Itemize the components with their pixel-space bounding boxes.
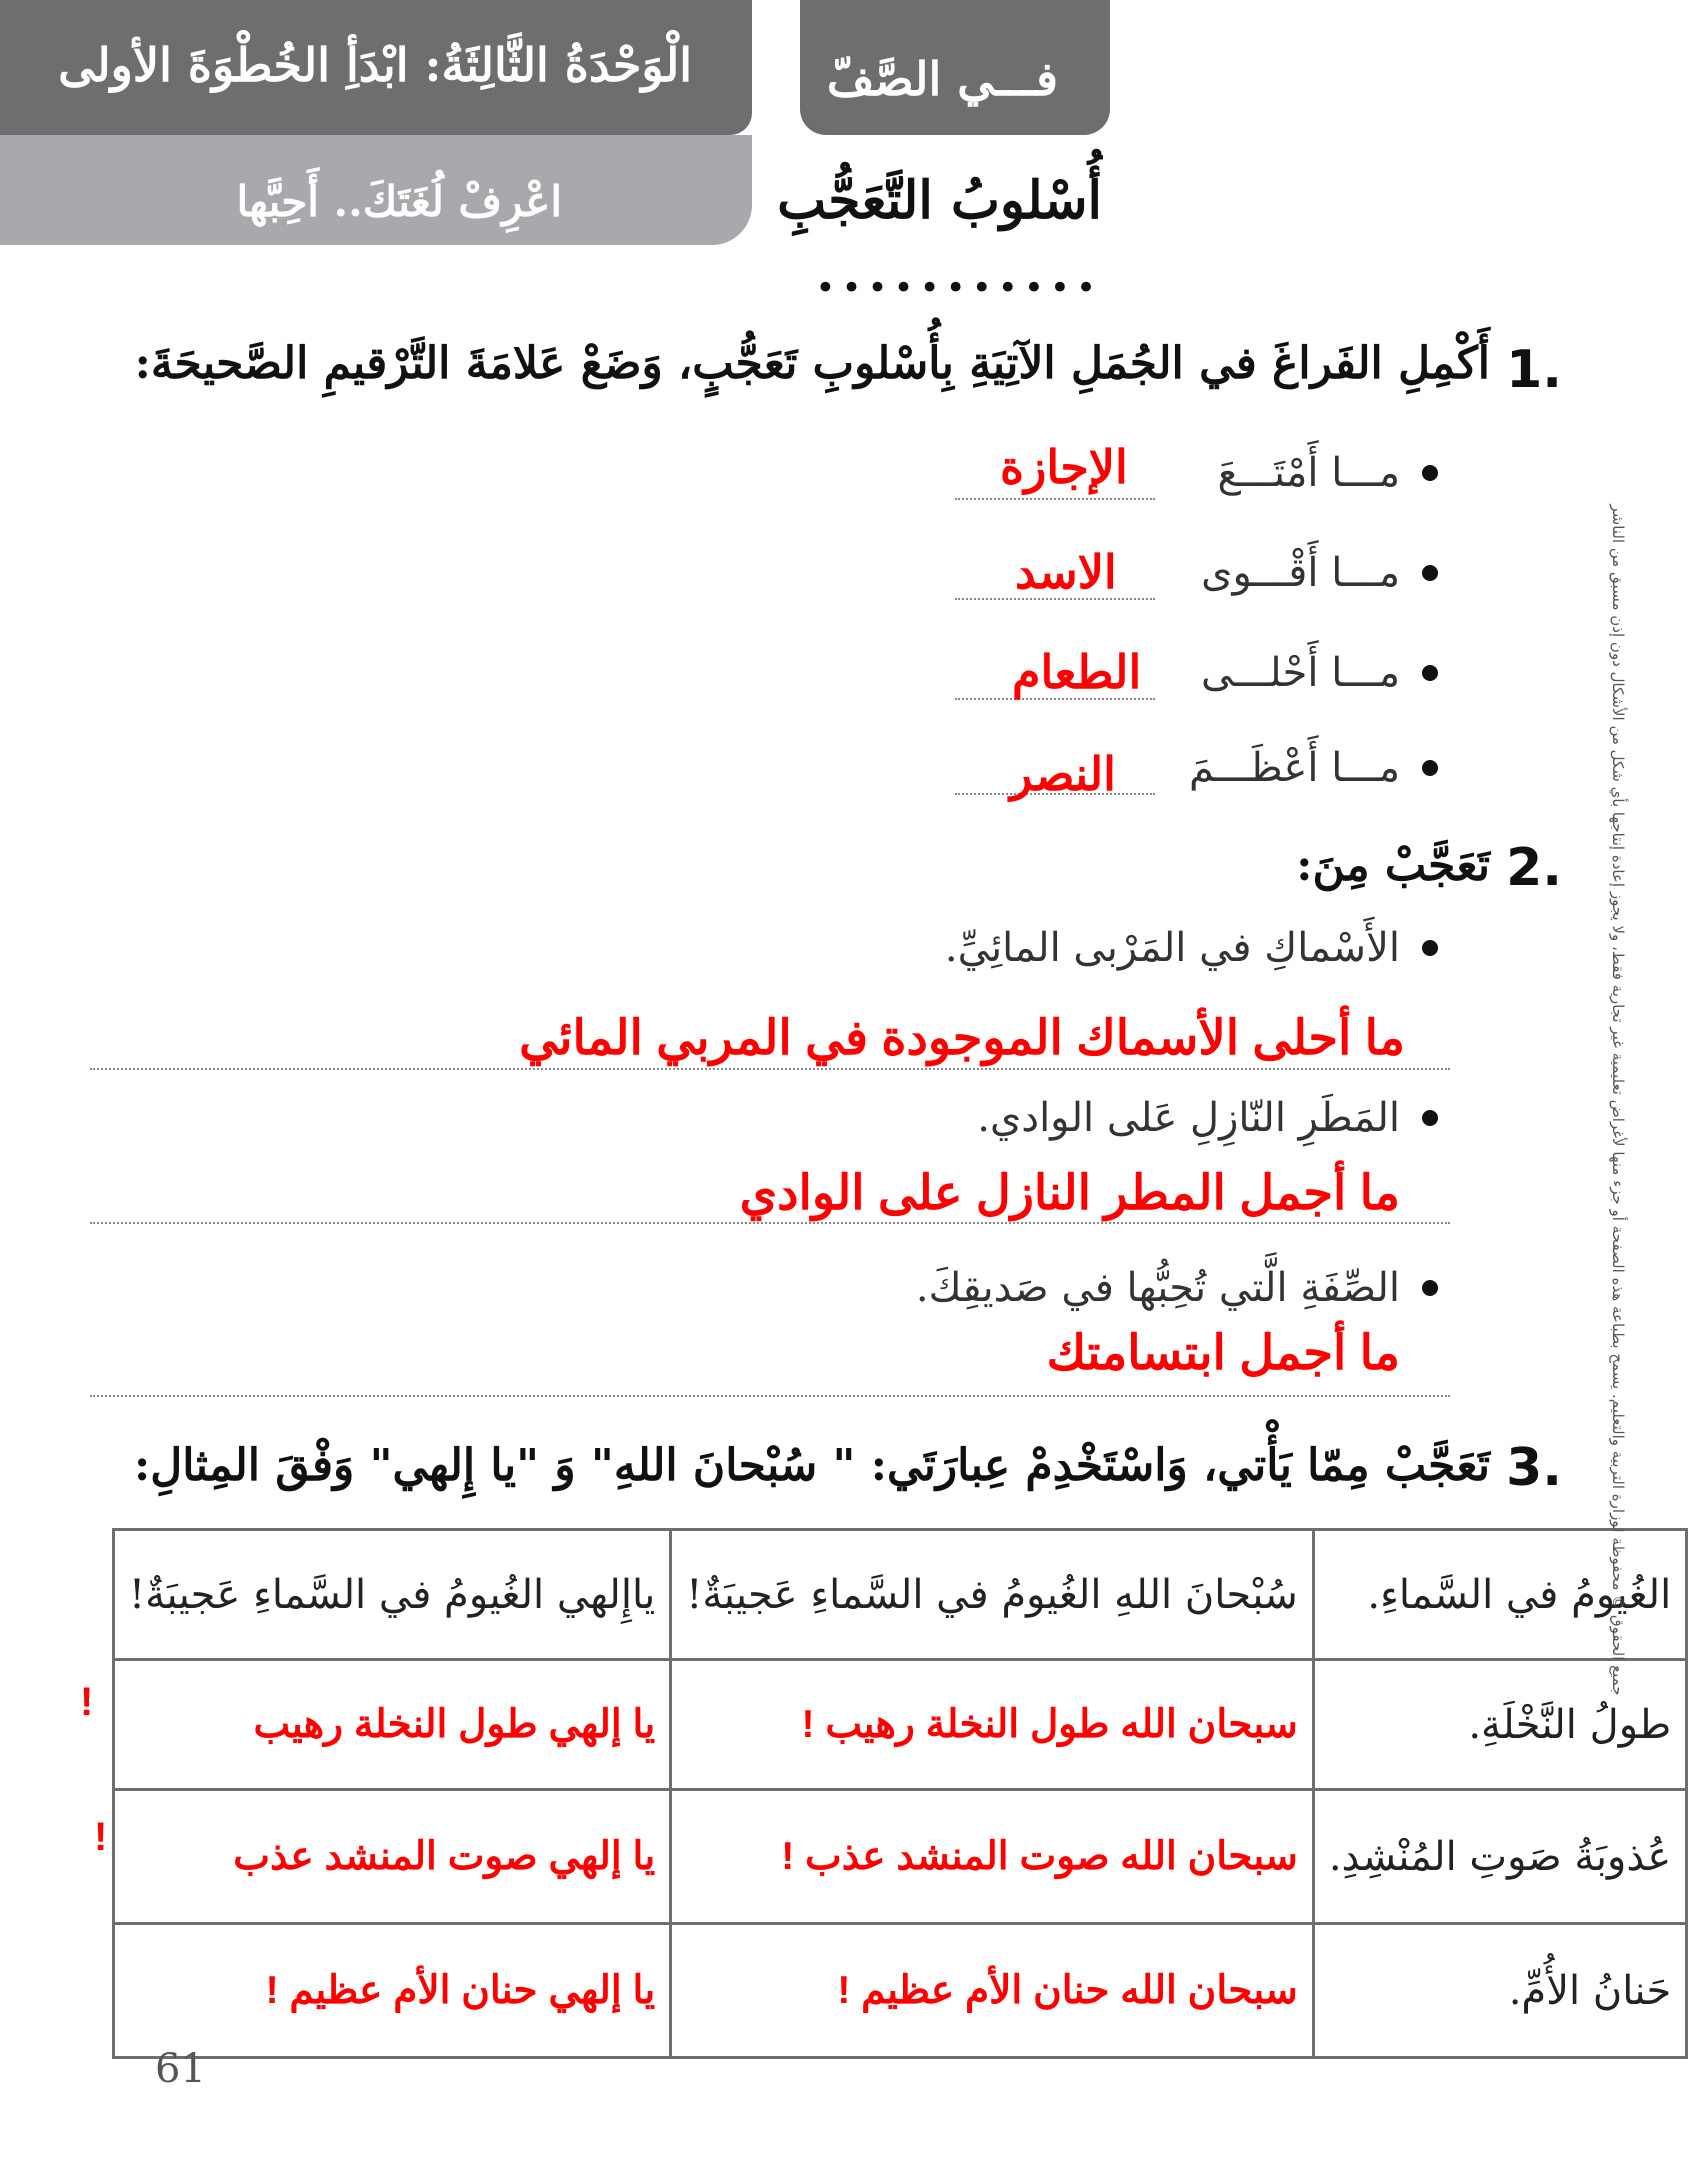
unit-subheader <box>0 135 752 245</box>
table-cell: الغُيومُ في السَّماءِ. <box>1313 1530 1686 1660</box>
q1-text: أَكْمِلِ الفَراغَ في الجُمَلِ الآتِيَةِ بِأُسْلوبِ تَعَجُّبٍ، وَضَعْ عَلامَةَ التَّرْقيمِ الصَّحيحَةَ: <box>134 338 1490 389</box>
copyright-notice: جميع الحقوق © محفوظة لوزارة التربية والتعليم. يسمح بطباعة هذه الصفحة أو جزء منها لأغراض تعليمية غير تجارية فقط، ولا يجوز إعادة إنتاجها بأي شكل من الأشكال دون إذن مسبق من الناشر <box>1609 504 1627 1696</box>
table-cell: ياإِلهي الغُيومُ في السَّماءِ عَجيبَةٌ! <box>114 1530 671 1660</box>
q2-text: تَعَجَّبْ مِنَ: <box>1296 840 1490 891</box>
table-row <box>114 1924 1687 2058</box>
bullet-icon <box>1422 665 1438 681</box>
q1-prompt: مـــا أَعْظَـــمَ <box>1188 745 1400 791</box>
q2-answer-line <box>90 1395 1450 1397</box>
q1-blank-line <box>955 498 1155 500</box>
table-cell: طولُ النَّخْلَةِ. <box>1313 1660 1686 1790</box>
bullet-icon <box>1422 1110 1438 1126</box>
q2-answer: ما أجمل ابتسامتك <box>1046 1327 1400 1380</box>
bullet-icon <box>1422 565 1438 581</box>
unit-header <box>0 0 752 135</box>
table-cell: سُبْحانَ اللهِ الغُيومُ في السَّماءِ عَجيبَةٌ! <box>671 1530 1314 1660</box>
q2-answer-line <box>90 1222 1450 1224</box>
q1-answer: النصر <box>1010 748 1116 800</box>
q1-prompt: مـــا أَحْلـــى <box>1200 650 1400 696</box>
q3-number: 3. <box>1506 1438 1562 1498</box>
q1-answer: الإجازة <box>1000 441 1128 493</box>
q1-answer: الاسد <box>1015 546 1117 598</box>
q3-text: تَعَجَّبْ مِمّا يَأْتي، وَاسْتَخْدِمْ عِبارَتَي: " سُبْحانَ اللهِ" وَ "يا إِلهي" وَفْقَ المِثالِ: <box>134 1440 1490 1491</box>
table-cell: عُذوبَةُ صَوتِ المُنْشِدِ. <box>1313 1790 1686 1924</box>
q1-prompt: مـــا أَقْـــوى <box>1201 550 1400 596</box>
q1-item <box>1201 650 1438 696</box>
bullet-icon <box>1422 1280 1438 1296</box>
q2-prompt: المَطَرِ النّازِلِ عَلى الوادي. <box>977 1095 1400 1141</box>
bullet-icon <box>1422 940 1438 956</box>
table-cell: يا إلهي طول النخلة رهيب <box>114 1660 671 1790</box>
bullet-icon <box>1422 760 1438 776</box>
class-label: فـــي الصَّفّ <box>826 52 1058 106</box>
unit-subtitle: اعْرِفْ لُغَتَكَ.. أَحِبَّها <box>236 177 562 226</box>
q2-prompt: الأَسْماكِ في المَرْبى المائِيِّ. <box>944 925 1400 971</box>
q2-item <box>977 1095 1438 1141</box>
table-cell: يا إلهي صوت المنشد عذب <box>114 1790 671 1924</box>
page-number: 61 <box>155 2046 206 2092</box>
title-dots: ••••••••••• <box>815 268 1102 308</box>
q1-item <box>1201 550 1438 596</box>
q1-answer: الطعام <box>1012 646 1142 698</box>
q2-item <box>916 1265 1438 1311</box>
table-row <box>114 1530 1687 1660</box>
bullet-icon <box>1422 465 1438 481</box>
q1-prompt: مـــا أَمْتَـــعَ <box>1217 450 1400 496</box>
q2-answer: ما أحلى الأسماك الموجودة في المربي المائي <box>519 1012 1405 1065</box>
table-row <box>114 1790 1687 1924</box>
class-tab <box>800 0 1110 135</box>
table-cell: سبحان الله صوت المنشد عذب ! <box>671 1790 1314 1924</box>
table-cell: سبحان الله حنان الأم عظيم ! <box>671 1924 1314 2058</box>
q1-item <box>1189 745 1438 791</box>
q2-number: 2. <box>1506 838 1562 898</box>
exclamation-mark: ! <box>94 1815 108 1859</box>
q2-prompt: الصِّفَةِ الَّتي تُحِبُّها في صَديقِكَ. <box>915 1265 1400 1311</box>
q2-answer: ما أجمل المطر النازل على الوادي <box>739 1167 1400 1220</box>
table-row <box>114 1660 1687 1790</box>
q1-item <box>1217 450 1438 496</box>
q2-answer-line <box>90 1068 1450 1070</box>
table-cell: سبحان الله طول النخلة رهيب ! <box>671 1660 1314 1790</box>
lesson-title: أُسْلوبُ التَّعَجُّبِ <box>777 170 1102 231</box>
examples-table <box>112 1528 1688 2059</box>
exclamation-mark: ! <box>80 1680 94 1724</box>
table-cell: يا إلهي حنان الأم عظيم ! <box>114 1924 671 2058</box>
unit-title: الْوَحْدَةُ الثَّالِثَةُ: ابْدَأِ الخُطْوَةَ الأولى <box>58 38 692 92</box>
table-cell: حَنانُ الأُمِّ. <box>1313 1924 1686 2058</box>
q1-number: 1. <box>1506 340 1562 400</box>
q2-item <box>945 925 1438 971</box>
